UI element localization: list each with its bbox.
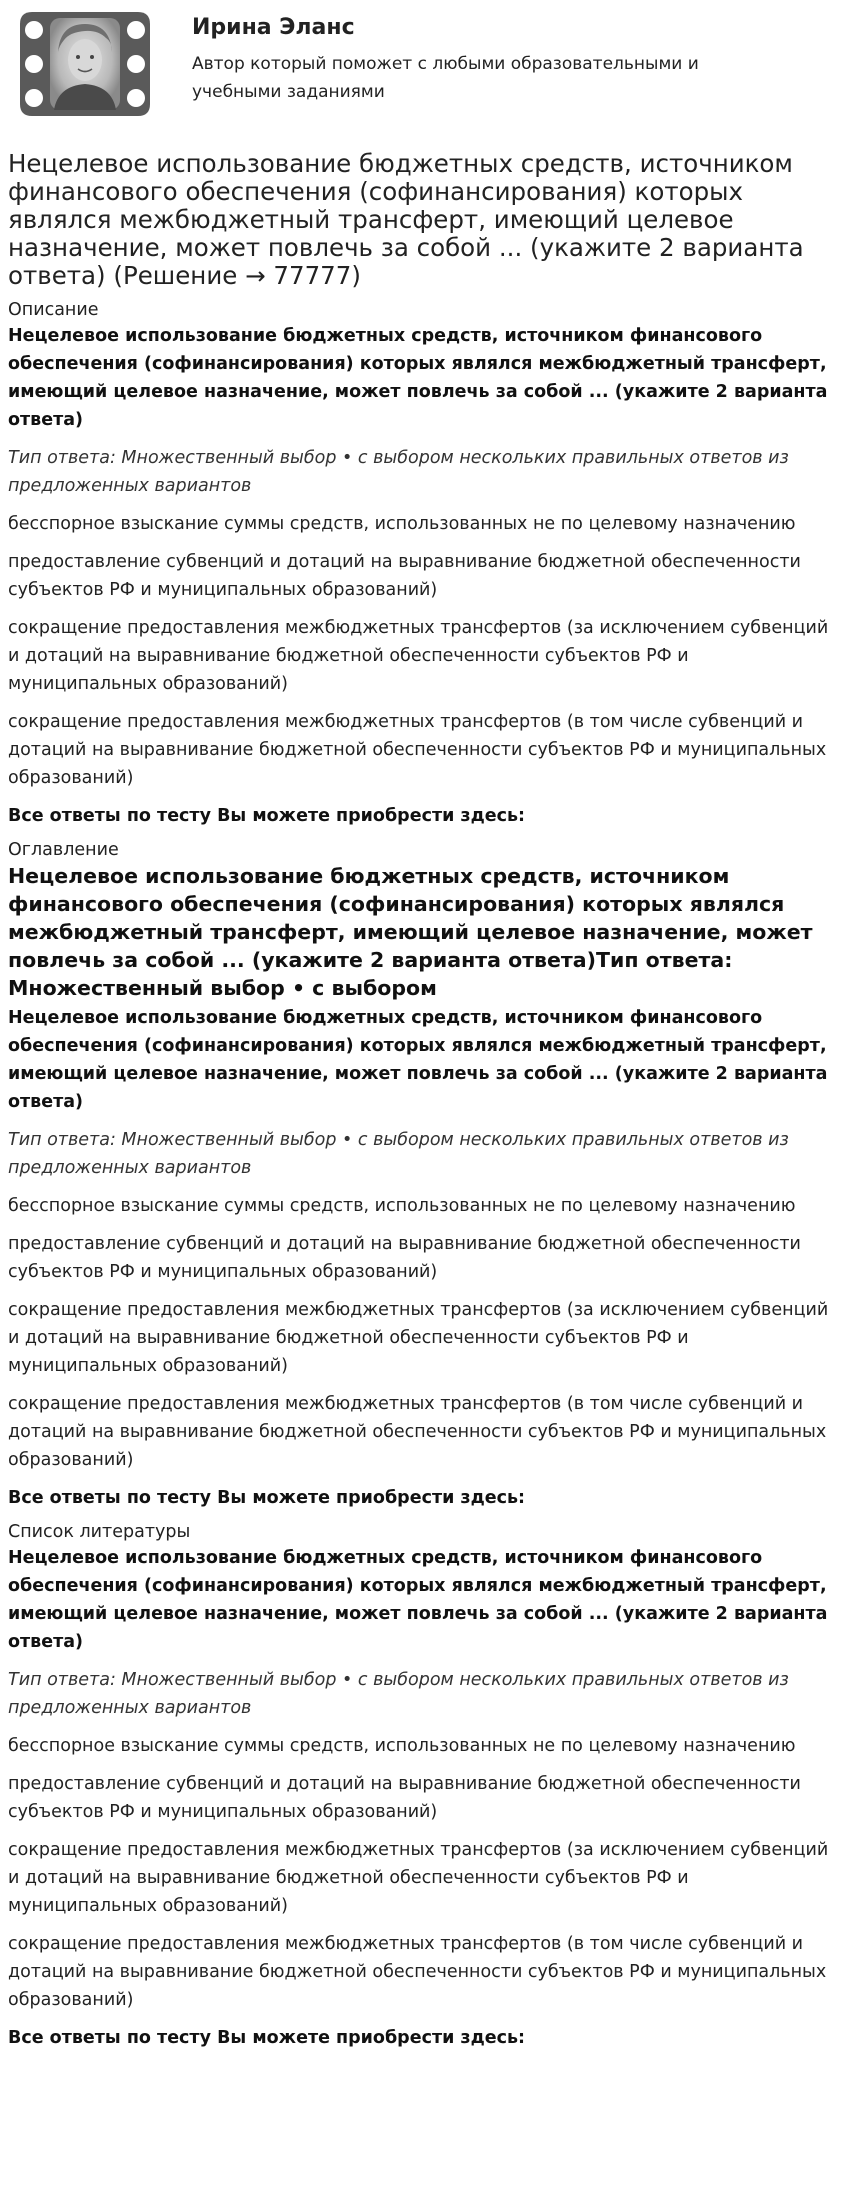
author-card — [8, 0, 837, 132]
answer-option: сокращение предоставления межбюджетных трансфертов (в том числе субвенций и дотаций на выравнивание бюджетной обеспеченности субъектов РФ и муниципальных образований) — [8, 1394, 827, 1470]
answer-option: сокращение предоставления межбюджетных трансфертов (в том числе субвенций и дотаций на выравнивание бюджетной обеспеченности субъектов РФ и муниципальных образований) — [8, 1934, 827, 2010]
answer-type: Тип ответа: Множественный выбор • с выбором нескольких правильных ответов из предложенных вариантов — [8, 1670, 789, 1718]
author-description: Автор который поможет с любыми образовательными и учебными заданиями — [192, 54, 699, 102]
answer-option: бесспорное взыскание суммы средств, использованных не по целевому назначению — [8, 514, 796, 534]
answer-type: Тип ответа: Множественный выбор • с выбором нескольких правильных ответов из предложенных вариантов — [8, 1130, 789, 1178]
answer-option: предоставление субвенций и дотаций на выравнивание бюджетной обеспеченности субъектов РФ и муниципальных образований) — [8, 1234, 801, 1282]
buy-answers-text: Все ответы по тесту Вы можете приобрести здесь: — [8, 2028, 526, 2048]
section-label-description: Описание — [8, 300, 99, 320]
question-text: Нецелевое использование бюджетных средств, источником финансового обеспечения (софинансирования) которых являлся межбюджетный трансферт, имеющий целевое назначение, может повлечь за собой ... (укажите 2 варианта ответа) — [8, 1008, 828, 1112]
answer-option: сокращение предоставления межбюджетных трансфертов (за исключением субвенций и дотаций на выравнивание бюджетной обеспеченности субъектов РФ и муниципальных образований) — [8, 618, 829, 694]
answer-option: бесспорное взыскание суммы средств, использованных не по целевому назначению — [8, 1196, 796, 1216]
page-title: Нецелевое использование бюджетных средств, источником финансового обеспечения (софинансирования) которых являлся межбюджетный трансферт, имеющий целевое назначение, может повлечь за собой ... (укажите 2 варианта ответа) (Решение → 77777) — [8, 149, 804, 290]
section-toc — [8, 838, 837, 1512]
buy-answers-text: Все ответы по тесту Вы можете приобрести здесь: — [8, 806, 526, 826]
answer-type: Тип ответа: Множественный выбор • с выбором нескольких правильных ответов из предложенных вариантов — [8, 448, 789, 496]
question-text: Нецелевое использование бюджетных средств, источником финансового обеспечения (софинансирования) которых являлся межбюджетный трансферт, имеющий целевое назначение, может повлечь за собой ... (укажите 2 варианта ответа) — [8, 1548, 828, 1652]
author-name[interactable]: Ирина Эланс — [192, 15, 355, 40]
author-avatar[interactable] — [14, 4, 156, 124]
question-text: Нецелевое использование бюджетных средств, источником финансового обеспечения (софинансирования) которых являлся межбюджетный трансферт, имеющий целевое назначение, может повлечь за собой ... (укажите 2 варианта ответа) — [8, 326, 828, 430]
answer-option: предоставление субвенций и дотаций на выравнивание бюджетной обеспеченности субъектов РФ и муниципальных образований) — [8, 1774, 801, 1822]
answer-option: сокращение предоставления межбюджетных трансфертов (за исключением субвенций и дотаций на выравнивание бюджетной обеспеченности субъектов РФ и муниципальных образований) — [8, 1300, 829, 1376]
section-label-literature: Список литературы — [8, 1522, 191, 1542]
section-description — [8, 298, 837, 830]
buy-answers-text: Все ответы по тесту Вы можете приобрести здесь: — [8, 1488, 526, 1508]
answer-option: предоставление субвенций и дотаций на выравнивание бюджетной обеспеченности субъектов РФ и муниципальных образований) — [8, 552, 801, 600]
answer-option: сокращение предоставления межбюджетных трансфертов (за исключением субвенций и дотаций на выравнивание бюджетной обеспеченности субъектов РФ и муниципальных образований) — [8, 1840, 829, 1916]
answer-option: сокращение предоставления межбюджетных трансфертов (в том числе субвенций и дотаций на выравнивание бюджетной обеспеченности субъектов РФ и муниципальных образований) — [8, 712, 827, 788]
toc-heading: Нецелевое использование бюджетных средств, источником финансового обеспечения (софинансирования) которых являлся межбюджетный трансферт, имеющий целевое назначение, может повлечь за собой ... (укажите 2 варианта ответа)Тип ответа: Множественный выбор • с выбором — [8, 864, 813, 1000]
section-literature — [8, 1520, 837, 2052]
answer-option: бесспорное взыскание суммы средств, использованных не по целевому назначению — [8, 1736, 796, 1756]
section-label-toc: Оглавление — [8, 840, 119, 860]
